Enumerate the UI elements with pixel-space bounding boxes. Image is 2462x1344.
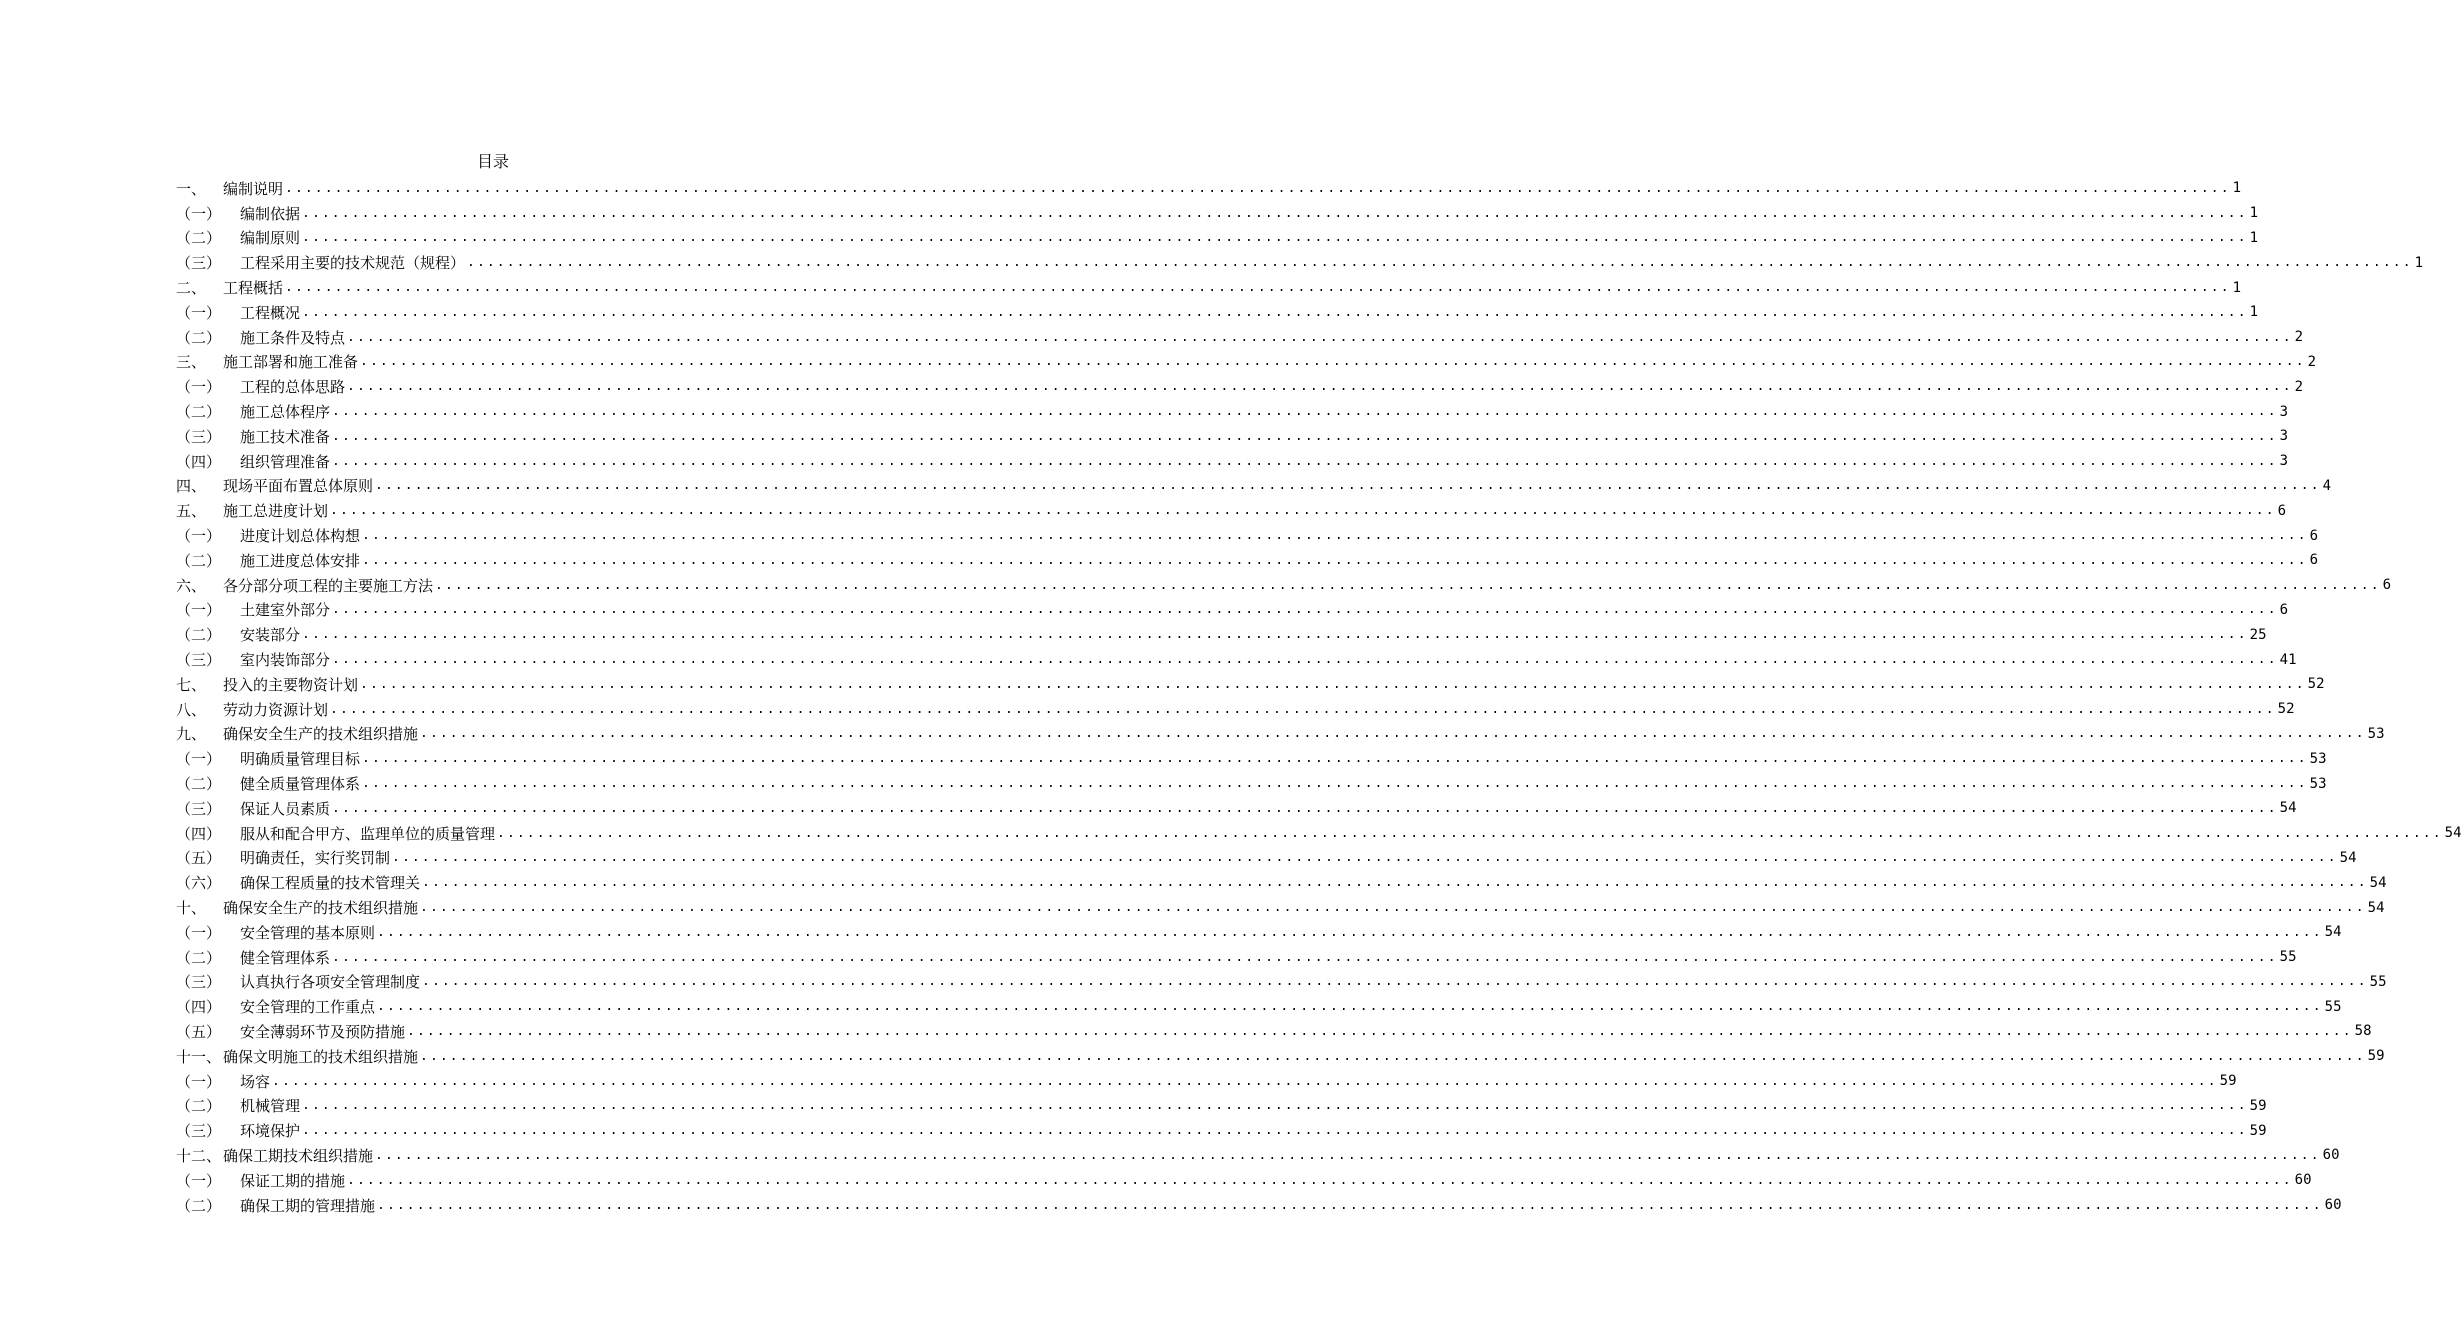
toc-entry[interactable] — [176, 920, 2342, 945]
toc-entry-page-number: 25 — [2249, 626, 2267, 643]
toc-entry-title: 工程概括 — [223, 279, 284, 298]
toc-entry-title: 现场平面布置总体原则 — [223, 477, 374, 496]
toc-entry[interactable] — [176, 746, 2327, 771]
toc-dot-leader: .................................................................................................................................................................................................... — [420, 1048, 2366, 1064]
toc-dot-leader: .................................................................................................................................................................................................... — [497, 825, 2443, 841]
toc-entry-page-number: 1 — [2249, 205, 2259, 222]
toc-entry[interactable] — [176, 846, 2357, 871]
toc-entry-page-number: 3 — [2279, 403, 2289, 420]
toc-entry-page-number: 54 — [2369, 874, 2387, 891]
toc-dot-leader: .................................................................................................................................................................................................... — [332, 652, 2278, 668]
toc-entry-title: 安全管理的基本原则 — [240, 923, 376, 942]
toc-entry-page-number: 60 — [2324, 1197, 2342, 1214]
toc-entry[interactable] — [176, 622, 2267, 647]
toc-dot-leader: .................................................................................................................................................................................................... — [362, 552, 2308, 568]
toc-entry[interactable] — [176, 498, 2287, 523]
toc-entry-number: （四） — [176, 452, 222, 471]
toc-entry-page-number: 6 — [2309, 527, 2319, 544]
toc-entry-title: 工程的总体思路 — [240, 378, 346, 397]
toc-entry-number: 九、 — [176, 725, 207, 744]
toc-entry[interactable] — [176, 970, 2387, 995]
toc-entry[interactable] — [176, 1193, 2342, 1218]
toc-entry-number: （二） — [176, 551, 222, 570]
toc-entry-page-number: 6 — [2277, 502, 2287, 519]
toc-entry[interactable] — [176, 201, 2259, 226]
toc-dot-leader: .................................................................................................................................................................................................... — [360, 354, 2306, 370]
toc-dot-leader: .................................................................................................................................................................................................... — [420, 726, 2366, 742]
toc-entry-page-number: 60 — [2294, 1172, 2312, 1189]
toc-entry[interactable] — [176, 548, 2319, 573]
toc-dot-leader: .................................................................................................................................................................................................... — [332, 800, 2278, 816]
toc-entry-number: （一） — [176, 601, 222, 620]
toc-entry-title: 工程采用主要的技术规范（规程） — [240, 254, 466, 273]
toc-entry-number: （二） — [176, 1097, 222, 1116]
toc-entry-title: 施工总进度计划 — [223, 502, 329, 521]
toc-entry-page-number: 59 — [2219, 1073, 2237, 1090]
toc-dot-leader: .................................................................................................................................................................................................... — [302, 205, 2248, 221]
toc-entry-number: （一） — [176, 750, 222, 769]
toc-entry-number: （一） — [176, 204, 222, 223]
toc-entry-title: 服从和配合甲方、监理单位的质量管理 — [240, 824, 496, 843]
toc-entry-title: 确保工期技术组织措施 — [223, 1146, 374, 1165]
toc-entry[interactable] — [176, 474, 2332, 499]
toc-entry-number: （二） — [176, 948, 222, 967]
toc-entry-number: 七、 — [176, 675, 207, 694]
table-of-contents — [176, 176, 2462, 1217]
toc-entry-page-number: 59 — [2367, 1048, 2385, 1065]
toc-entry-number: 六、 — [176, 576, 207, 595]
toc-entry-title: 明确责任，实行奖罚制 — [240, 849, 391, 868]
toc-entry-number: （三） — [176, 1122, 222, 1141]
toc-entry[interactable] — [176, 449, 2289, 474]
toc-entry-title: 安装部分 — [240, 626, 301, 645]
toc-entry-page-number: 6 — [2309, 552, 2319, 569]
toc-entry-page-number: 52 — [2307, 676, 2325, 693]
toc-dot-leader: .................................................................................................................................................................................................... — [362, 528, 2308, 544]
toc-entry[interactable] — [176, 176, 2242, 201]
toc-dot-leader: .................................................................................................................................................................................................... — [332, 602, 2278, 618]
toc-dot-leader: .................................................................................................................................................................................................... — [362, 751, 2308, 767]
toc-entry-page-number: 53 — [2309, 775, 2327, 792]
toc-entry[interactable] — [176, 325, 2304, 350]
toc-entry[interactable] — [176, 226, 2259, 251]
toc-entry[interactable] — [176, 672, 2325, 697]
toc-entry-page-number: 1 — [2249, 304, 2259, 321]
toc-entry[interactable] — [176, 1069, 2237, 1094]
toc-entry-page-number: 55 — [2369, 973, 2387, 990]
toc-entry-number: （二） — [176, 1196, 222, 1215]
toc-dot-leader: .................................................................................................................................................................................................... — [332, 949, 2278, 965]
toc-entry-title: 室内装饰部分 — [240, 651, 331, 670]
toc-dot-leader: .................................................................................................................................................................................................... — [285, 280, 2231, 296]
toc-dot-leader: .................................................................................................................................................................................................... — [347, 379, 2293, 395]
toc-dot-leader: .................................................................................................................................................................................................... — [362, 776, 2308, 792]
toc-entry-number: 五、 — [176, 502, 207, 521]
toc-entry-page-number: 3 — [2279, 428, 2289, 445]
toc-entry[interactable] — [176, 1118, 2267, 1143]
toc-dot-leader: .................................................................................................................................................................................................... — [330, 701, 2276, 717]
toc-entry-number: （五） — [176, 1022, 222, 1041]
toc-entry-number: （一） — [176, 527, 222, 546]
toc-entry-title: 施工技术准备 — [240, 427, 331, 446]
toc-entry[interactable] — [176, 350, 2317, 375]
toc-dot-leader: .................................................................................................................................................................................................... — [285, 180, 2231, 196]
toc-entry-page-number: 1 — [2249, 229, 2259, 246]
toc-entry[interactable] — [176, 771, 2327, 796]
toc-entry-number: 一、 — [176, 179, 207, 198]
toc-entry-title: 认真执行各项安全管理制度 — [240, 973, 421, 992]
toc-entry-number: （五） — [176, 849, 222, 868]
toc-dot-leader: .................................................................................................................................................................................................... — [422, 875, 2368, 891]
toc-entry-number: （一） — [176, 1072, 222, 1091]
toc-entry[interactable] — [176, 722, 2385, 747]
toc-dot-leader: .................................................................................................................................................................................................... — [302, 1098, 2248, 1114]
toc-dot-leader: .................................................................................................................................................................................................... — [377, 924, 2323, 940]
toc-entry[interactable] — [176, 573, 2392, 598]
toc-entry-page-number: 1 — [2414, 254, 2424, 271]
toc-entry-title: 确保安全生产的技术组织措施 — [223, 725, 419, 744]
toc-dot-leader: .................................................................................................................................................................................................... — [407, 1023, 2353, 1039]
toc-dot-leader: .................................................................................................................................................................................................... — [392, 850, 2338, 866]
toc-dot-leader: .................................................................................................................................................................................................... — [360, 676, 2306, 692]
toc-entry-title: 各分部分项工程的主要施工方法 — [223, 576, 434, 595]
toc-entry[interactable] — [176, 1143, 2340, 1168]
toc-entry-title: 劳动力资源计划 — [223, 700, 329, 719]
toc-entry-title: 保证工期的措施 — [240, 1171, 346, 1190]
toc-entry-page-number: 54 — [2444, 825, 2462, 842]
toc-dot-leader: .................................................................................................................................................................................................... — [435, 577, 2381, 593]
toc-entry-title: 编制依据 — [240, 204, 301, 223]
toc-entry-page-number: 58 — [2354, 1023, 2372, 1040]
toc-entry-page-number: 54 — [2279, 800, 2297, 817]
toc-entry-number: （二） — [176, 775, 222, 794]
toc-entry-number: 十二、 — [176, 1146, 222, 1165]
toc-entry-page-number: 2 — [2294, 378, 2304, 395]
toc-dot-leader: .................................................................................................................................................................................................... — [302, 1123, 2248, 1139]
toc-entry-number: 八、 — [176, 700, 207, 719]
toc-entry[interactable] — [176, 895, 2385, 920]
toc-entry-number: （二） — [176, 229, 222, 248]
toc-entry-page-number: 54 — [2324, 924, 2342, 941]
toc-title: 目录 — [476, 152, 509, 171]
toc-entry[interactable] — [176, 275, 2242, 300]
toc-dot-leader: .................................................................................................................................................................................................... — [420, 900, 2366, 915]
toc-entry-page-number: 52 — [2277, 701, 2295, 718]
toc-entry-page-number: 6 — [2382, 577, 2392, 594]
toc-dot-leader: .................................................................................................................................................................................................... — [375, 478, 2321, 494]
toc-dot-leader: .................................................................................................................................................................................................... — [377, 999, 2323, 1015]
toc-entry-title: 保证人员素质 — [240, 799, 331, 818]
toc-entry-title: 施工总体程序 — [240, 403, 331, 422]
toc-entry-title: 土建室外部分 — [240, 601, 331, 620]
toc-entry-title: 健全质量管理体系 — [240, 775, 361, 794]
toc-entry[interactable] — [176, 399, 2289, 424]
toc-dot-leader: .................................................................................................................................................................................................... — [377, 1197, 2323, 1213]
toc-entry-number: （二） — [176, 626, 222, 645]
toc-entry-number: （三） — [176, 973, 222, 992]
toc-entry-number: （一） — [176, 303, 222, 322]
toc-dot-leader: .................................................................................................................................................................................................... — [302, 304, 2248, 320]
toc-entry-page-number: 4 — [2322, 477, 2332, 494]
toc-entry-number: （四） — [176, 824, 222, 843]
toc-entry[interactable] — [176, 374, 2304, 399]
toc-entry-page-number: 55 — [2279, 949, 2297, 966]
toc-dot-leader: .................................................................................................................................................................................................... — [272, 1073, 2218, 1089]
toc-entry[interactable] — [176, 300, 2259, 325]
toc-dot-leader: .................................................................................................................................................................................................... — [332, 453, 2278, 469]
toc-entry-number: 十一、 — [176, 1047, 222, 1066]
toc-entry[interactable] — [176, 1168, 2312, 1193]
toc-entry-title: 进度计划总体构想 — [240, 527, 361, 546]
toc-entry-title: 投入的主要物资计划 — [223, 675, 359, 694]
toc-entry-page-number: 1 — [2232, 180, 2242, 197]
toc-entry-page-number: 60 — [2322, 1147, 2340, 1164]
toc-entry-page-number: 55 — [2324, 998, 2342, 1015]
toc-entry-page-number: 53 — [2309, 750, 2327, 767]
toc-entry[interactable] — [176, 523, 2319, 548]
toc-entry-title: 确保文明施工的技术组织措施 — [223, 1047, 419, 1066]
toc-entry-page-number: 41 — [2279, 651, 2297, 668]
toc-entry-page-number: 54 — [2367, 899, 2385, 916]
toc-entry[interactable] — [176, 424, 2289, 449]
toc-entry-number: （三） — [176, 799, 222, 818]
toc-entry-title: 确保工期的管理措施 — [240, 1196, 376, 1215]
toc-entry-title: 安全管理的工作重点 — [240, 998, 376, 1017]
toc-entry-title: 施工进度总体安排 — [240, 551, 361, 570]
toc-entry-number: （二） — [176, 403, 222, 422]
toc-dot-leader: .................................................................................................................................................................................................... — [347, 1172, 2293, 1188]
toc-dot-leader: .................................................................................................................................................................................................... — [330, 503, 2276, 519]
toc-entry-number: 十、 — [176, 899, 207, 917]
toc-entry-number: （四） — [176, 998, 222, 1017]
toc-entry-number: （一） — [176, 378, 222, 397]
toc-entry-page-number: 6 — [2279, 601, 2289, 618]
toc-entry-title: 工程概况 — [240, 303, 301, 322]
toc-entry[interactable] — [176, 870, 2387, 895]
toc-entry-number: （三） — [176, 427, 222, 446]
toc-entry-number: （二） — [176, 328, 222, 347]
toc-entry-page-number: 3 — [2279, 453, 2289, 470]
toc-entry[interactable] — [176, 647, 2297, 672]
toc-entry[interactable] — [176, 796, 2297, 821]
toc-entry-number: 四、 — [176, 477, 207, 496]
toc-entry-number: 三、 — [176, 353, 207, 372]
toc-entry-page-number: 59 — [2249, 1122, 2267, 1139]
toc-entry-title: 健全管理体系 — [240, 948, 331, 967]
toc-entry[interactable] — [176, 697, 2295, 722]
toc-entry-title: 安全薄弱环节及预防措施 — [240, 1022, 406, 1041]
toc-entry-page-number: 2 — [2307, 353, 2317, 370]
toc-entry-title: 编制说明 — [223, 179, 284, 198]
toc-entry-title: 组织管理准备 — [240, 452, 331, 471]
toc-entry-title: 明确质量管理目标 — [240, 750, 361, 769]
toc-entry-page-number: 53 — [2367, 725, 2385, 742]
toc-entry[interactable] — [176, 945, 2297, 970]
toc-entry-title: 确保安全生产的技术组织措施 — [223, 899, 419, 917]
toc-entry[interactable] — [176, 1019, 2372, 1044]
toc-entry-number: （三） — [176, 254, 222, 273]
toc-entry-title: 环境保护 — [240, 1122, 301, 1141]
toc-entry-number: （一） — [176, 923, 222, 942]
toc-dot-leader: .................................................................................................................................................................................................... — [332, 404, 2278, 420]
toc-entry[interactable] — [176, 994, 2342, 1019]
toc-entry-title: 确保工程质量的技术管理关 — [240, 874, 421, 893]
toc-entry-page-number: 2 — [2294, 329, 2304, 346]
toc-entry-title: 编制原则 — [240, 229, 301, 248]
toc-dot-leader: .................................................................................................................................................................................................... — [422, 974, 2368, 990]
toc-entry[interactable] — [176, 598, 2289, 623]
toc-entry-number: （三） — [176, 651, 222, 670]
toc-entry[interactable] — [176, 821, 2462, 846]
toc-entry-number: （一） — [176, 1171, 222, 1190]
toc-entry-title: 场容 — [240, 1072, 271, 1091]
toc-dot-leader: .................................................................................................................................................................................................... — [332, 428, 2278, 444]
toc-entry-page-number: 54 — [2339, 849, 2357, 866]
toc-entry-number: （六） — [176, 874, 222, 893]
toc-entry-page-number: 59 — [2249, 1097, 2267, 1114]
toc-dot-leader: .................................................................................................................................................................................................... — [347, 329, 2293, 345]
toc-dot-leader: .................................................................................................................................................................................................... — [302, 230, 2248, 246]
toc-entry[interactable] — [176, 250, 2424, 275]
toc-dot-leader: .................................................................................................................................................................................................... — [467, 255, 2413, 271]
toc-entry-page-number: 1 — [2232, 279, 2242, 296]
toc-dot-leader: .................................................................................................................................................................................................... — [302, 627, 2248, 643]
toc-entry[interactable] — [176, 1093, 2267, 1118]
toc-entry-title: 施工条件及特点 — [240, 328, 346, 347]
toc-entry-number: 二、 — [176, 279, 207, 298]
toc-entry-title: 机械管理 — [240, 1097, 301, 1116]
toc-entry-title: 施工部署和施工准备 — [223, 353, 359, 372]
toc-entry[interactable] — [176, 1044, 2385, 1069]
toc-dot-leader: .................................................................................................................................................................................................... — [375, 1147, 2321, 1163]
